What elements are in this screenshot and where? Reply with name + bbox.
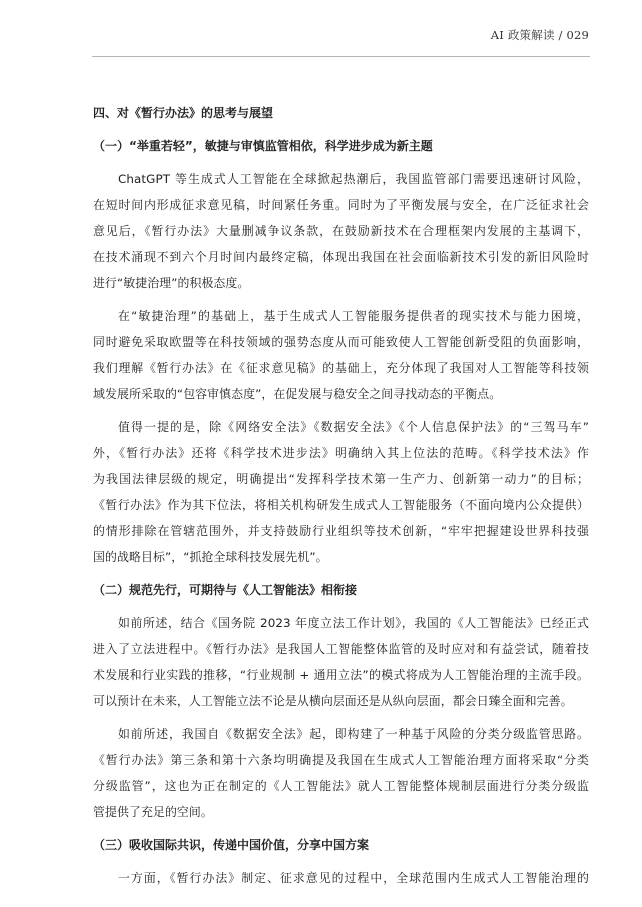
paragraph-line: 同时避免采取欧盟等在科技领域的强势态度从而可能致使人工智能创新受阻的负面影响， <box>93 335 589 349</box>
running-header: AI 政策解读 / 029 <box>490 28 589 42</box>
paragraph-line: 国的战略目标”，“抓抢全球科技发展先机”。 <box>93 550 328 564</box>
subsection-3-title: （三）吸收国际共识，传递中国价值，分享中国方案 <box>93 838 370 852</box>
paragraph-line: 我们理解《暂行办法》在《征求意见稿》的基础上，充分体现了我国对人工智能等科技领 <box>93 361 589 375</box>
paragraph-line: 管提供了充足的空间。 <box>93 805 213 819</box>
paragraph-line: 的情形排除在管辖范围外，并支持鼓励行业组织等技术创新，“牢牢把握建设世界科技强 <box>93 524 589 538</box>
paragraph-line: 术发展和行业实践的推移，“行业规制 + 通用立法”的模式将成为人工智能治理的主流手段。 <box>93 668 589 682</box>
header-rule <box>92 56 590 57</box>
paragraph-line: 可以预计在未来，人工智能立法不论是从横向层面还是从纵向层面，都会日臻全面和完善。 <box>93 694 573 708</box>
paragraph-2 <box>93 303 589 407</box>
paragraph-line: 域发展所采取的“包容审慎态度”，在促发展与稳安全之间寻找动态的平衡点。 <box>93 387 502 401</box>
paragraph-line: 意见后，《暂行办法》大量删减争议条款，在鼓励新技术在合理框架内发展的主基调下， <box>93 224 589 238</box>
subsection-1-title: （一）“举重若轻”，敏捷与审慎监管相依，科学进步成为新主题 <box>93 139 433 153</box>
paragraph-line: 进行“敏捷治理”的积极态度。 <box>93 276 250 290</box>
paragraph-line: 如前所述，我国自《数据安全法》起，即构建了一种基于风险的分类分级监管思路。 <box>118 727 589 741</box>
paragraph-line: 如前所述，结合《国务院 2023 年度立法工作计划》，我国的《人工智能法》已经正式 <box>118 616 589 630</box>
paragraph-3 <box>93 414 589 570</box>
paragraph-line: 值得一提的是，除《网络安全法》《数据安全法》《个人信息保护法》的“三驾马车” <box>118 420 589 434</box>
subsection-2-title: （二）规范先行，可期待与《人工智能法》相衔接 <box>93 583 358 597</box>
paragraph-1 <box>93 166 589 296</box>
paragraph-4 <box>93 610 589 714</box>
paragraph-line: 一方面，《暂行办法》制定、征求意见的过程中，全球范围内生成式人工智能治理的 <box>118 871 589 885</box>
section-title: 四、对《暂行办法》的思考与展望 <box>93 106 274 120</box>
body-text <box>93 100 589 898</box>
paragraph-line: 《暂行办法》作为其下位法，将相关机构研发生成式人工智能服务（不面向境内公众提供） <box>93 498 589 512</box>
paragraph-line: 分级监管”，这也为正在制定的《人工智能法》就人工智能整体规制层面进行分类分级监 <box>93 779 589 793</box>
paragraph-6 <box>93 865 589 891</box>
paragraph-line: 外，《暂行办法》还将《科学技术进步法》明确纳入其上位法的范畴。《科学技术法》作 <box>93 446 589 460</box>
paragraph-line: 在“敏捷治理”的基础上，基于生成式人工智能服务提供者的现实技术与能力困境， <box>118 309 589 323</box>
paragraph-line: 《暂行办法》第三条和第十六条均明确提及我国在生成式人工智能治理方面将采取“分类 <box>93 753 589 767</box>
paragraph-5 <box>93 721 589 825</box>
paragraph-line: ChatGPT 等生成式人工智能在全球掀起热潮后，我国监管部门需要迅速研讨风险， <box>118 172 589 186</box>
paragraph-line: 在短时间内形成征求意见稿，时间紧任务重。同时为了平衡发展与安全，在广泛征求社会 <box>93 198 589 212</box>
paragraph-line: 进入了立法进程中。《暂行办法》是我国人工智能整体监管的及时应对和有益尝试，随着技 <box>93 642 589 656</box>
paragraph-line: 为我国法律层级的规定，明确提出“发挥科学技术第一生产力、创新第一动力”的目标； <box>93 472 589 486</box>
paragraph-line: 在技术涌现不到六个月时间内最终定稿，体现出我国在社会面临新技术引发的新旧风险时 <box>93 250 589 264</box>
